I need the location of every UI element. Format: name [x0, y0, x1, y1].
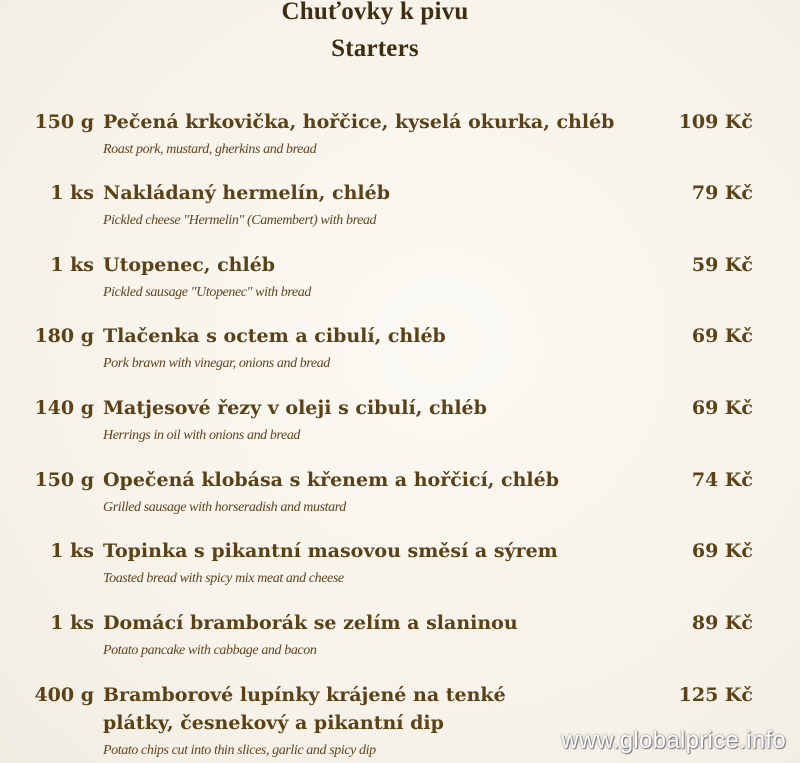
- item-quantity: 400 g: [34, 684, 94, 706]
- item-name: Opečená klobása s křenem a hořčicí, chléb: [103, 469, 559, 491]
- item-name: Domácí bramborák se zelím a slaninou: [103, 612, 518, 634]
- item-quantity: 140 g: [34, 397, 94, 419]
- item-name: Nakládaný hermelín, chléb: [103, 182, 390, 204]
- item-price: 74 Kč: [691, 469, 753, 491]
- item-description: Roast pork, mustard, gherkins and bread: [103, 142, 317, 157]
- item-price: 69 Kč: [691, 325, 753, 347]
- menu-title-english: Starters: [331, 35, 419, 62]
- item-quantity: 1 ks: [50, 254, 94, 276]
- item-quantity: 1 ks: [50, 612, 94, 634]
- watermark: www.globalprice.info: [561, 727, 786, 754]
- item-quantity: 1 ks: [50, 540, 94, 562]
- item-name: Pečená krkovička, hořčice, kyselá okurka, chléb: [103, 111, 615, 133]
- item-quantity: 180 g: [34, 325, 94, 347]
- item-name: Utopenec, chléb: [103, 254, 276, 276]
- item-price: 109 Kč: [678, 111, 753, 133]
- item-description: Toasted bread with spicy mix meat and cheese: [103, 571, 344, 586]
- item-price: 59 Kč: [691, 254, 753, 276]
- item-description: Grilled sausage with horseradish and mustard: [103, 500, 346, 515]
- item-price: 89 Kč: [691, 612, 753, 634]
- item-price: 125 Kč: [678, 684, 753, 706]
- item-price: 69 Kč: [691, 540, 753, 562]
- item-description: Pickled sausage "Utopenec" with bread: [103, 285, 311, 300]
- item-description: Pork brawn with vinegar, onions and bread: [103, 356, 330, 371]
- item-name: Bramborové lupínky krájené na tenké plátky, česnekový a pikantní dip: [103, 684, 506, 734]
- item-name: Tlačenka s octem a cibulí, chléb: [103, 325, 446, 347]
- item-price: 79 Kč: [691, 182, 753, 204]
- item-description: Potato pancake with cabbage and bacon: [103, 643, 317, 658]
- item-price: 69 Kč: [691, 397, 753, 419]
- menu-title-czech: Chuťovky k pivu: [281, 0, 469, 25]
- item-description: Herrings in oil with onions and bread: [103, 428, 301, 443]
- item-quantity: 1 ks: [50, 182, 94, 204]
- item-quantity: 150 g: [34, 111, 94, 133]
- item-description: Pickled cheese "Hermelin" (Camembert) with bread: [103, 213, 377, 228]
- item-name: Topinka s pikantní masovou směsí a sýrem: [103, 540, 558, 562]
- item-description: Potato chips cut into thin slices, garlic and spicy dip: [103, 743, 376, 758]
- item-quantity: 150 g: [34, 469, 94, 491]
- item-name: Matjesové řezy v oleji s cibulí, chléb: [103, 397, 487, 419]
